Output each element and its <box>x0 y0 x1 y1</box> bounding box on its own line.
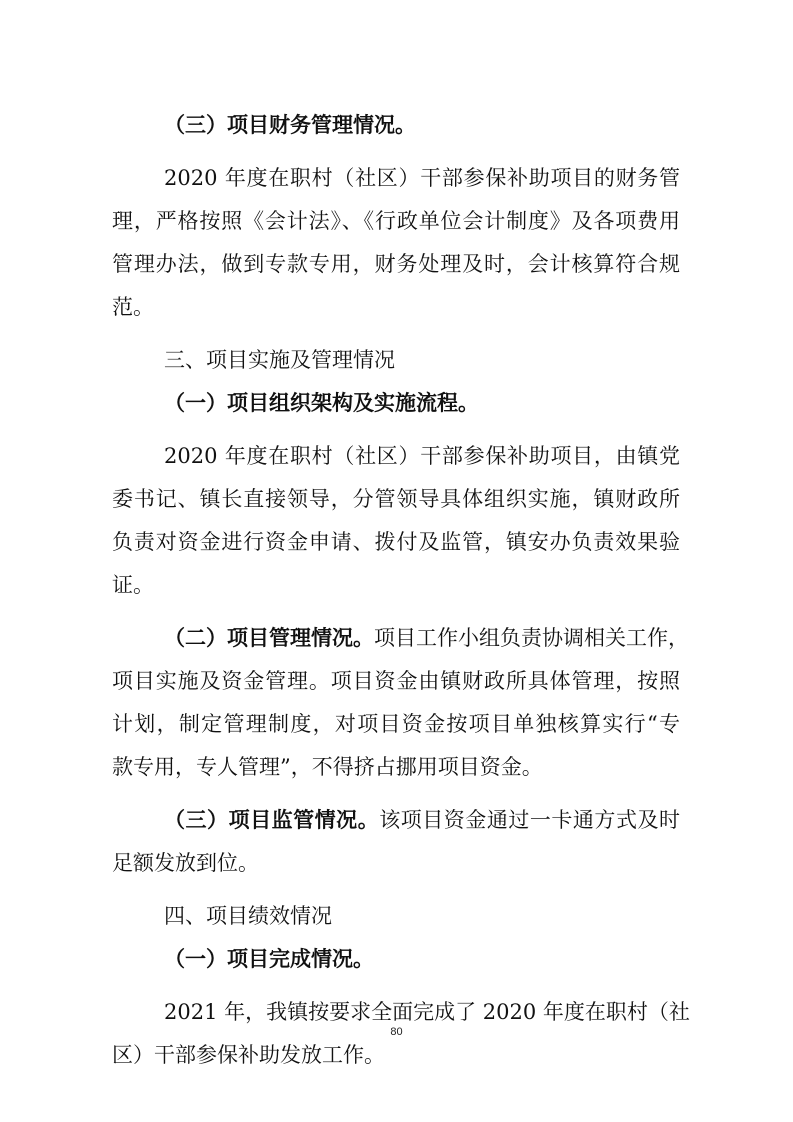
inline-bold-heading: （二）项目管理情况。 <box>164 626 374 650</box>
paragraph-line: 足额发放到位。 <box>112 851 259 875</box>
inline-text: 项目工作小组负责协调相关工作， <box>374 626 689 650</box>
subheading-finance-management: （三）项目财务管理情况。 <box>164 113 416 137</box>
paragraph-line: 委书记、镇长直接领导，分管领导具体组织实施，镇财政所 <box>112 487 680 511</box>
paragraph-finance <box>112 157 680 329</box>
paragraph-line: 负责对资金进行资金申请、拨付及监管，镇安办负责效果验 <box>112 530 680 554</box>
paragraph-line: 2020 年度在职村（社区）干部参保补助项目的财务管 <box>164 166 680 190</box>
paragraph-line: 理，严格按照《会计法》、《行政单位会计制度》及各项费用 <box>112 209 680 233</box>
inline-bold-heading: （三）项目监管情况。 <box>164 808 380 832</box>
paragraph-line: 计划，制定管理制度，对项目资金按项目单独核算实行“专 <box>112 712 680 736</box>
paragraph-line: 2021 年，我镇按要求全面完成了 2020 年度在职村（社 <box>164 1000 690 1024</box>
paragraph-line: 项目实施及资金管理。项目资金由镇财政所具体管理，按照 <box>112 669 680 693</box>
paragraph-line: 款专用，专人管理”，不得挤占挪用项目资金。 <box>112 755 543 779</box>
subheading-completion: （一）项目完成情况。 <box>164 947 374 971</box>
paragraph-line: 证。 <box>112 573 154 597</box>
subheading-organization: （一）项目组织架构及实施流程。 <box>164 391 479 415</box>
page-number: 80 <box>390 1026 403 1038</box>
paragraph-line: 范。 <box>112 295 154 319</box>
paragraph-line: 管理办法，做到专款专用，财务处理及时，会计核算符合规 <box>112 252 680 276</box>
paragraph-organization <box>112 435 680 607</box>
paragraph-project-management <box>112 617 689 789</box>
section-heading-performance: 四、项目绩效情况 <box>164 904 332 928</box>
document-body <box>112 104 690 1077</box>
paragraph-line <box>112 617 689 660</box>
inline-text: 该项目资金通过一卡通方式及时 <box>379 808 681 832</box>
paragraph-line: 2020 年度在职村（社区）干部参保补助项目，由镇党 <box>164 444 680 468</box>
paragraph-line: 区）干部参保补助发放工作。 <box>112 1043 385 1067</box>
paragraph-supervision <box>112 799 680 885</box>
section-heading-implementation: 三、项目实施及管理情况 <box>164 348 395 372</box>
paragraph-line <box>112 799 680 842</box>
